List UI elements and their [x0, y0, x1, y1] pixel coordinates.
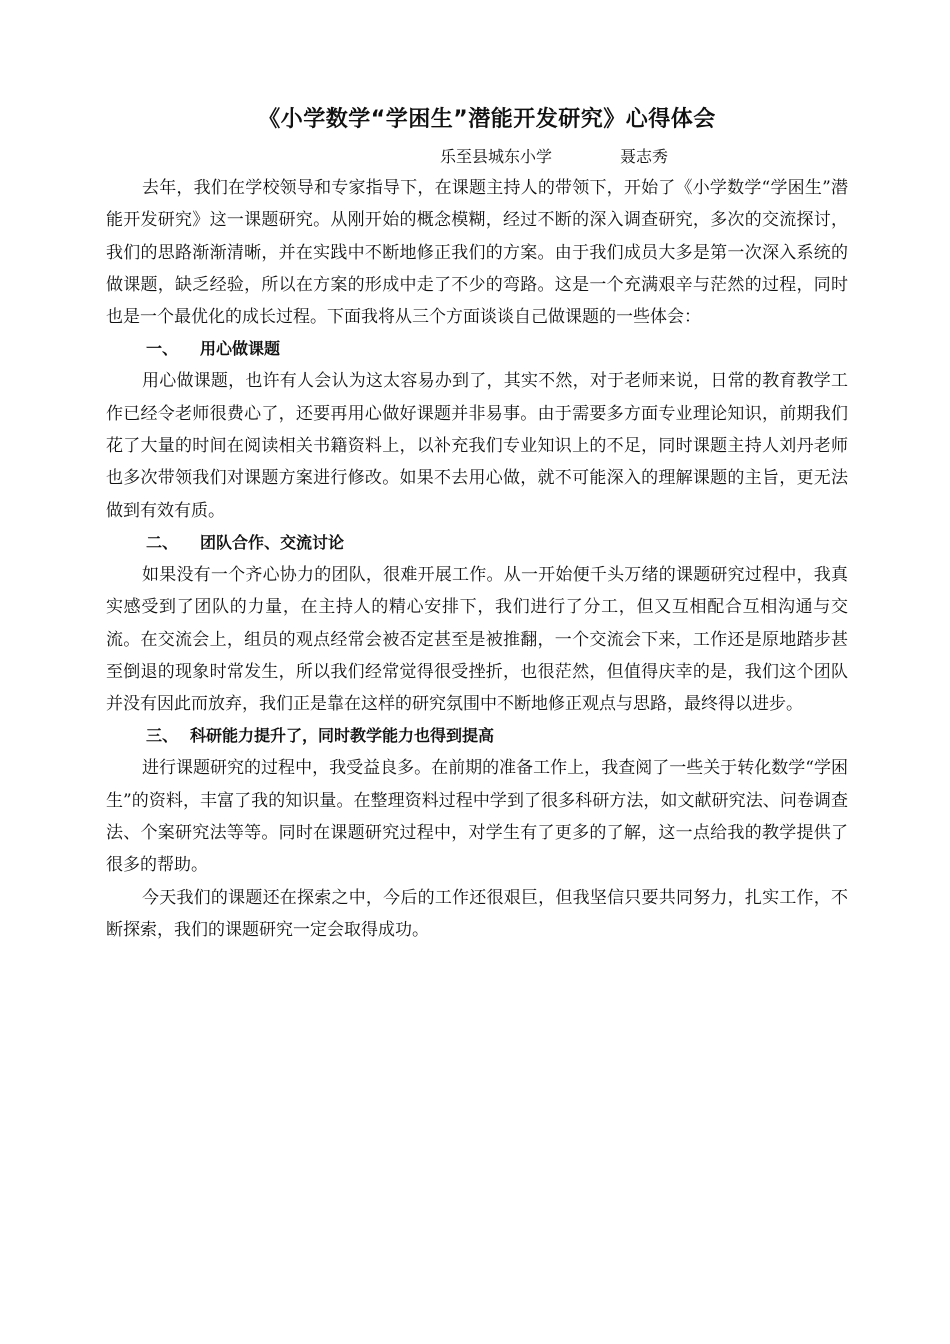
school-name: 乐至县城东小学	[440, 147, 553, 166]
section-title: 团队合作、交流讨论	[200, 532, 345, 552]
section-title: 用心做课题	[200, 339, 281, 359]
document-title: 《小学数学“学困生”潜能开发研究》心得体会	[258, 107, 716, 132]
section-heading-3	[106, 720, 848, 752]
author-name: 聂志秀	[620, 147, 669, 166]
document-page	[106, 100, 848, 946]
section-body-3: 进行课题研究的过程中，我受益良多。在前期的准备工作上，我查阅了一些关于转化数学“学困生”的资料，丰富了我的知识量。在整理资料过程中学到了很多科研方法，如文献研究法、问卷调查法、个案研究法等等。同时在课题研究过程中，对学生有了更多的了解，这一点给我的教学提供了很多的帮助。	[106, 758, 848, 876]
section-number: 二、	[146, 532, 179, 552]
intro-paragraph: 去年，我们在学校领导和专家指导下，在课题主持人的带领下，开始了《小学数学“学困生”潜能开发研究》这一课题研究。从刚开始的概念模糊，经过不断的深入调查研究，多次的交流探讨，我们的思路渐渐清晰，并在实践中不断地修正我们的方案。由于我们成员大多是第一次深入系统的做课题，缺乏经验，所以在方案的形成中走了不少的弯路。这是一个充满艰辛与茫然的过程，同时也是一个最优化的成长过程。下面我将从三个方面谈谈自己做课题的一些体会：	[106, 178, 848, 328]
section-number: 一、	[146, 339, 179, 359]
section-body-2: 如果没有一个齐心协力的团队，很难开展工作。从一开始便千头万绪的课题研究过程中，我真实感受到了团队的力量，在主持人的精心安排下，我们进行了分工，但又互相配合互相沟通与交流。在交流会上，组员的观点经常会被否定甚至是被推翻，一个交流会下来，工作还是原地踏步甚至倒退的现象时常发生，所以我们经常觉得很受挫折，也很茫然，但值得庆幸的是，我们这个团队并没有因此而放弃，我们正是靠在这样的研究氛围中不断地修正观点与思路，最终得以进步。	[106, 564, 848, 715]
section-body-1: 用心做课题，也许有人会认为这太容易办到了，其实不然，对于老师来说，日常的教育教学工作已经令老师很费心了，还要再用心做好课题并非易事。由于需要多方面专业理论知识，前期我们花了大量的时间在阅读相关书籍资料上，以补充我们专业知识上的不足，同时课题主持人刘丹老师也多次带领我们对课题方案进行修改。如果不去用心做，就不可能深入的理解课题的主旨，更无法做到有效有质。	[106, 371, 848, 521]
section-number: 三、	[146, 726, 179, 746]
byline	[106, 142, 848, 172]
conclusion-paragraph: 今天我们的课题还在探索之中，今后的工作还很艰巨，但我坚信只要共同努力，扎实工作，不断探索，我们的课题研究一定会取得成功。	[106, 887, 848, 940]
section-title: 科研能力提升了，同时教学能力也得到提高	[190, 726, 495, 746]
section-heading-2	[106, 527, 848, 559]
section-heading-1	[106, 333, 848, 365]
